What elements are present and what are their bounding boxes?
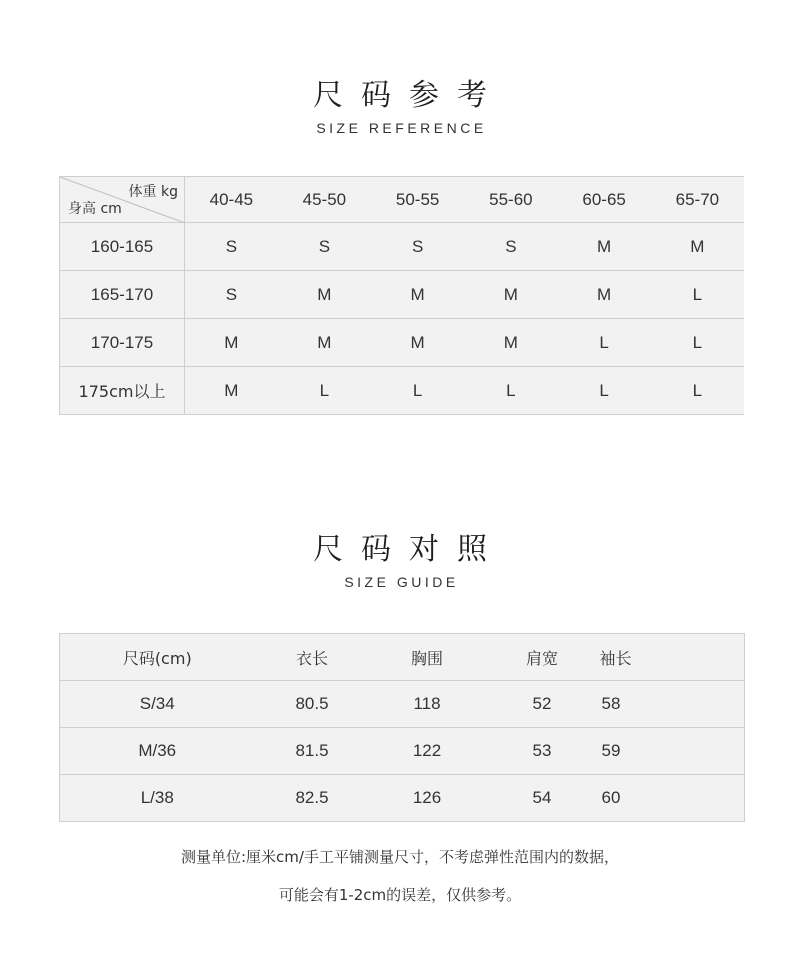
size-cell: M bbox=[464, 319, 557, 367]
size-cell: L bbox=[464, 367, 557, 415]
size-cell: L bbox=[651, 319, 744, 367]
height-row-header: 175cm以上 bbox=[60, 367, 185, 415]
weight-column-header: 65-70 bbox=[651, 177, 744, 223]
height-row-header: 160-165 bbox=[60, 223, 185, 271]
guide-column-header: 尺码(cm) bbox=[60, 634, 255, 681]
size-reference-table bbox=[59, 176, 744, 415]
table-row bbox=[60, 775, 745, 822]
size-cell: S bbox=[185, 223, 278, 271]
measurement-note-line-2: 可能会有1-2cm的误差，仅供参考。 bbox=[278, 886, 522, 904]
guide-column-header: 袖长 bbox=[600, 634, 745, 681]
measurement-cell: 60 bbox=[600, 775, 745, 822]
size-cell: M bbox=[185, 367, 278, 415]
size-cell: M bbox=[558, 271, 651, 319]
size-reference-title: 尺码参考 bbox=[313, 78, 505, 113]
table-header-row bbox=[60, 634, 745, 681]
table-header-row bbox=[60, 177, 745, 223]
weight-column-header: 55-60 bbox=[464, 177, 557, 223]
table-row bbox=[60, 319, 745, 367]
measurement-cell: 52 bbox=[485, 681, 600, 728]
size-guide-title: 尺码对照 bbox=[313, 532, 505, 567]
height-row-header: 165-170 bbox=[60, 271, 185, 319]
table-row bbox=[60, 728, 745, 775]
size-cell: M bbox=[464, 271, 557, 319]
size-cell: M bbox=[278, 319, 371, 367]
table-row bbox=[60, 271, 745, 319]
size-reference-subtitle: SIZE REFERENCE bbox=[316, 120, 487, 136]
size-cell: S bbox=[278, 223, 371, 271]
weight-column-header: 60-65 bbox=[558, 177, 651, 223]
size-cell: L bbox=[558, 367, 651, 415]
size-cell: S bbox=[464, 223, 557, 271]
size-guide-table bbox=[59, 633, 745, 822]
size-cell: M bbox=[558, 223, 651, 271]
measurement-cell: 126 bbox=[370, 775, 485, 822]
measurement-cell: 59 bbox=[600, 728, 745, 775]
measurement-cell: 122 bbox=[370, 728, 485, 775]
size-cell: L bbox=[371, 367, 464, 415]
size-cell: S bbox=[185, 271, 278, 319]
size-label-cell: M/36 bbox=[60, 728, 255, 775]
size-cell: M bbox=[651, 223, 744, 271]
size-label-cell: L/38 bbox=[60, 775, 255, 822]
table-row bbox=[60, 367, 745, 415]
size-cell: M bbox=[278, 271, 371, 319]
measurement-cell: 80.5 bbox=[255, 681, 370, 728]
measurement-cell: 118 bbox=[370, 681, 485, 728]
measurement-note-line-1: 测量单位:厘米cm/手工平铺测量尺寸，不考虑弹性范围内的数据， bbox=[181, 848, 619, 866]
size-cell: S bbox=[371, 223, 464, 271]
size-cell: L bbox=[278, 367, 371, 415]
guide-column-header: 胸围 bbox=[370, 634, 485, 681]
height-axis-label: 身高 cm bbox=[68, 201, 122, 217]
measurement-cell: 54 bbox=[485, 775, 600, 822]
guide-column-header: 肩宽 bbox=[485, 634, 600, 681]
size-cell: L bbox=[558, 319, 651, 367]
guide-column-header: 衣长 bbox=[255, 634, 370, 681]
table-row bbox=[60, 223, 745, 271]
size-cell: M bbox=[185, 319, 278, 367]
size-guide-subtitle: SIZE GUIDE bbox=[344, 574, 459, 590]
size-cell: M bbox=[371, 319, 464, 367]
size-cell: L bbox=[651, 271, 744, 319]
corner-header-cell bbox=[60, 177, 185, 223]
table-row bbox=[60, 681, 745, 728]
weight-column-header: 50-55 bbox=[371, 177, 464, 223]
weight-column-header: 40-45 bbox=[185, 177, 278, 223]
measurement-cell: 53 bbox=[485, 728, 600, 775]
weight-axis-label: 体重 kg bbox=[128, 184, 178, 200]
size-cell: L bbox=[651, 367, 744, 415]
weight-column-header: 45-50 bbox=[278, 177, 371, 223]
measurement-cell: 58 bbox=[600, 681, 745, 728]
size-cell: M bbox=[371, 271, 464, 319]
measurement-cell: 81.5 bbox=[255, 728, 370, 775]
size-label-cell: S/34 bbox=[60, 681, 255, 728]
measurement-cell: 82.5 bbox=[255, 775, 370, 822]
height-row-header: 170-175 bbox=[60, 319, 185, 367]
